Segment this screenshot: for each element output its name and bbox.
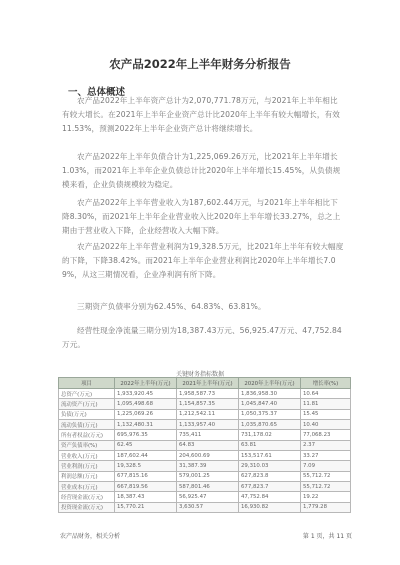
cell-value: 153,517.61 [239,451,301,461]
row-label: 资产负债率(%) [59,440,115,450]
row-label: 投资现金流(万元) [59,502,115,512]
cell-value: 31,387.39 [177,461,239,471]
cell-value: 29,310.03 [239,461,301,471]
table-row [59,492,351,502]
cell-value: 587,801.46 [177,482,239,492]
header-growth: 增长率(%) [301,378,351,389]
report-title: 农产品2022年上半年财务分析报告 [109,57,291,71]
cell-value: 579,001.25 [177,471,239,481]
cell-value: 2.37 [301,440,351,450]
table-row [59,399,351,409]
row-label: 营业成本(万元) [59,482,115,492]
row-label: 流动负债(万元) [59,420,115,430]
row-label: 负债(万元) [59,409,115,419]
cell-value: 55,712.72 [301,471,351,481]
table-row [59,461,351,471]
cell-value: 1,225,069.26 [115,409,177,419]
cell-value: 18,387.43 [115,492,177,502]
row-label: 总资产(万元) [59,389,115,399]
row-label: 营业收入(万元) [59,451,115,461]
cell-value: 1,958,587.73 [177,389,239,399]
table-title: 关键财务指标数据 [175,371,224,378]
table-row [59,409,351,419]
cell-value: 695,976.35 [115,430,177,440]
table-header-row [59,378,351,389]
header-item: 项目 [59,378,115,389]
cell-value: 731,178.02 [239,430,301,440]
cell-value: 1,133,957.40 [177,420,239,430]
cell-value: 677,823.7 [239,482,301,492]
cell-value: 47,752.84 [239,492,301,502]
cell-value: 627,823.8 [239,471,301,481]
paragraph-debt-ratio: 三期资产负债率分别为62.45%、64.83%、63.81%。 [77,302,266,311]
cell-value: 1,933,920.45 [115,389,177,399]
table-row [59,502,351,512]
row-label: 利润总额(万元) [59,471,115,481]
cell-value: 735,411 [177,430,239,440]
paragraph-cashflow: 经营性现金净流量三期分别为18,387.43万元、56,925.47万元、47,752.84万元。 [62,326,342,349]
cell-value: 1,154,857.35 [177,399,239,409]
cell-value: 3,630.57 [177,502,239,512]
cell-value: 1,132,480.31 [115,420,177,430]
row-label: 流动资产(万元) [59,399,115,409]
table-row [59,482,351,492]
cell-value: 1,095,498.68 [115,399,177,409]
cell-value: 33.27 [301,451,351,461]
cell-value: 204,600.69 [177,451,239,461]
table-row [59,430,351,440]
header-2020h1: 2020年上半年(万元) [239,378,301,389]
table-row [59,389,351,399]
financial-table [58,377,351,513]
cell-value: 19,328.5 [115,461,177,471]
cell-value: 1,779.28 [301,502,351,512]
paragraph-profit: 农产品2022年上半年营业利润为19,328.5万元，比2021年上半年有较大幅度的下降，下降38.42%。而2021年上半年企业营业利润比2020年上半年增长7.09%，从这三期情况看，企业净利润有所下降。 [62,242,344,279]
cell-value: 187,602.44 [115,451,177,461]
cell-value: 677,815.16 [115,471,177,481]
cell-value: 1,050,375.37 [239,409,301,419]
cell-value: 64.83 [177,440,239,450]
paragraph-assets: 农产品2022年上半年资产总计为2,070,771.78万元，与2021年上半年相比有较大增长。在2021年上半年企业资产总计比2020年上半年有较大幅增长，有效11.53%，预测2022年上半年企业资产总计将继续增长。 [62,96,340,133]
paragraph-liabilities: 农产品2022年上半年负债合计为1,225,069.26万元，比2021年上半年增长1.03%，而2021年上半年企业负债总计比2020年上半年增长15.45%，从负债规模来看，企业负债规模较为稳定。 [62,152,341,189]
cell-value: 62.45 [115,440,177,450]
cell-value: 15,770.21 [115,502,177,512]
table-row [59,440,351,450]
cell-value: 77,068.23 [301,430,351,440]
cell-value: 10.40 [301,420,351,430]
header-2022h1: 2022年上半年(万元) [115,378,177,389]
row-label: 所有者权益(万元) [59,430,115,440]
cell-value: 56,925.47 [177,492,239,502]
cell-value: 63.81 [239,440,301,450]
cell-value: 10.64 [301,389,351,399]
page-number: 第 1 页，共 11 页 [302,533,352,540]
paragraph-revenue: 农产品2022年上半年营业收入为187,602.44万元，与2021年上半年相比下降8.30%，而2021年上半年企业营业收入比2020年上半年增长33.27%，总之上期由于营业收入下降，企业经营收入大幅下降。 [62,198,341,235]
cell-value: 55,712.72 [301,482,351,492]
cell-value: 1,212,542.11 [177,409,239,419]
table-row [59,451,351,461]
header-2021h1: 2021年上半年(万元) [177,378,239,389]
table-row [59,420,351,430]
cell-value: 15.45 [301,409,351,419]
cell-value: 11.81 [301,399,351,409]
cell-value: 16,930.82 [239,502,301,512]
cell-value: 667,819.56 [115,482,177,492]
cell-value: 1,035,870.65 [239,420,301,430]
cell-value: 7.09 [301,461,351,471]
row-label: 经营现金流(万元) [59,492,115,502]
cell-value: 19.22 [301,492,351,502]
cell-value: 1,045,847.40 [239,399,301,409]
section-heading: 一、总体概述 [68,87,126,98]
cell-value: 1,836,958.30 [239,389,301,399]
footer-left-text: 农产品财务，相关分析 [60,533,121,540]
table-row [59,471,351,481]
row-label: 营业利润(万元) [59,461,115,471]
